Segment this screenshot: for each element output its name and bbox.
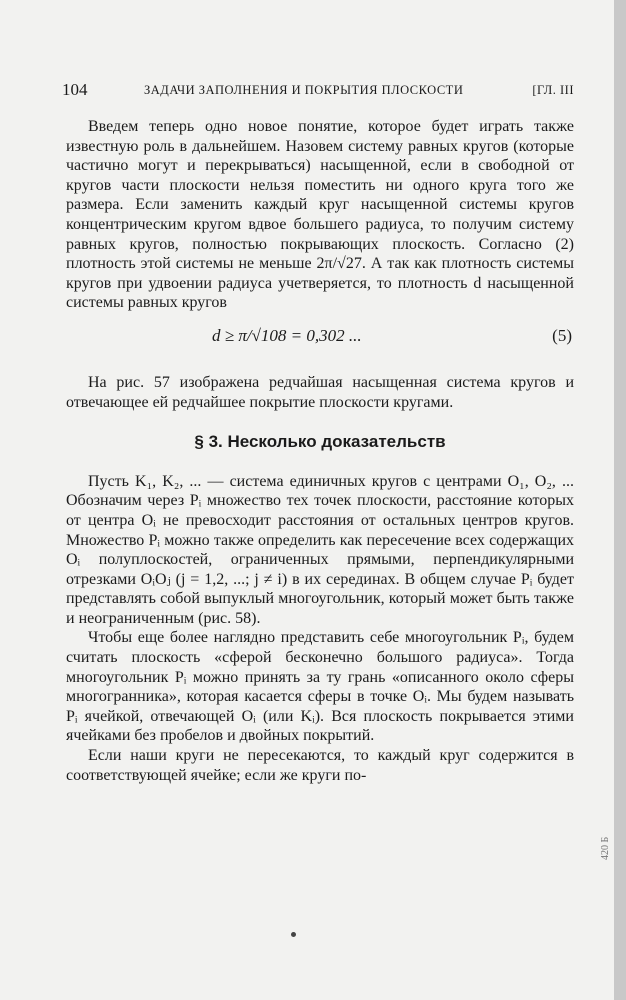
paragraph-saturated-definition: Введем теперь одно новое понятие, которое будет играть также известную роль в дальнейшем. Назовем систему равных кругов (которые частично могут и перекрываться) насыщенной, если в свободной от кругов части плоскости нельзя поместить ни одного круга того же размера. Если заменить каждый круг насыщенной системы кругов концентрическим кругом вдвое большего радиуса, то получим систему равных кругов, полностью покрывающих плоскость. Согласно (2) плотность этой системы не меньше 2π/√27. А так как плотность системы кругов при удвоении радиуса учетверяется, то плотность d насыщенной системы равных кругов [66, 118, 574, 312]
paragraph-cells-definition: Пусть K₁, K₂, ... — система единичных кругов с центрами O₁, O₂, ... Обозначим через Pᵢ множество тех точек плоскости, расстояние которых от центра Oᵢ не превосходит расстояния от остальных центров кругов. Множество Pᵢ можно также определить как пересечение всех содержащих Oᵢ полуплоскостей, ограниченных прямыми, перпендикулярными отрезками OᵢOⱼ (j = 1,2, ...; j ≠ i) в их серединах. В общем случае Pᵢ будет представлять собой выпуклый многоугольник, который может быть также и неограниченным (рис. 58). [66, 472, 574, 627]
formula-number: (5) [552, 325, 572, 345]
page-edge [614, 0, 626, 1000]
paragraph-sphere-analogy: Чтобы еще более наглядно представить себе многоугольник Pᵢ, будем считать плоскость «сферой бесконечно большого радиуса». Тогда многоугольник Pᵢ можно принять за ту грань «описанного около сферы многогранника», которая касается сферы в точке Oᵢ. Мы будем называть Pᵢ ячейкой, отвечающей Oᵢ (или Kᵢ). Вся плоскость покрывается этими ячейками без пробелов и двойных покрытий. [66, 629, 574, 745]
paragraph-figure-57: На рис. 57 изображена редчайшая насыщенная система кругов и отвечающее ей редчайшее покрытие плоскости кругами. [66, 373, 574, 411]
page-body [66, 117, 574, 785]
formula-density-bound [66, 313, 574, 373]
side-mark: 420 Б [600, 836, 611, 860]
chapter-label: [ГЛ. III [532, 83, 574, 97]
page-number: 104 [62, 80, 88, 99]
formula-text: d ≥ π/√108 = 0,302 ... [212, 325, 362, 345]
print-speck [291, 932, 296, 937]
paragraph-non-intersecting: Если наши круги не пересекаются, то каждый круг содержится в соответствующей ячейке; если же круги по- [66, 747, 574, 784]
running-title: ЗАДАЧИ ЗАПОЛНЕНИЯ И ПОКРЫТИЯ ПЛОСКОСТИ [144, 83, 464, 97]
running-header [62, 80, 574, 102]
section-heading: § 3. Несколько доказательств [194, 432, 446, 452]
